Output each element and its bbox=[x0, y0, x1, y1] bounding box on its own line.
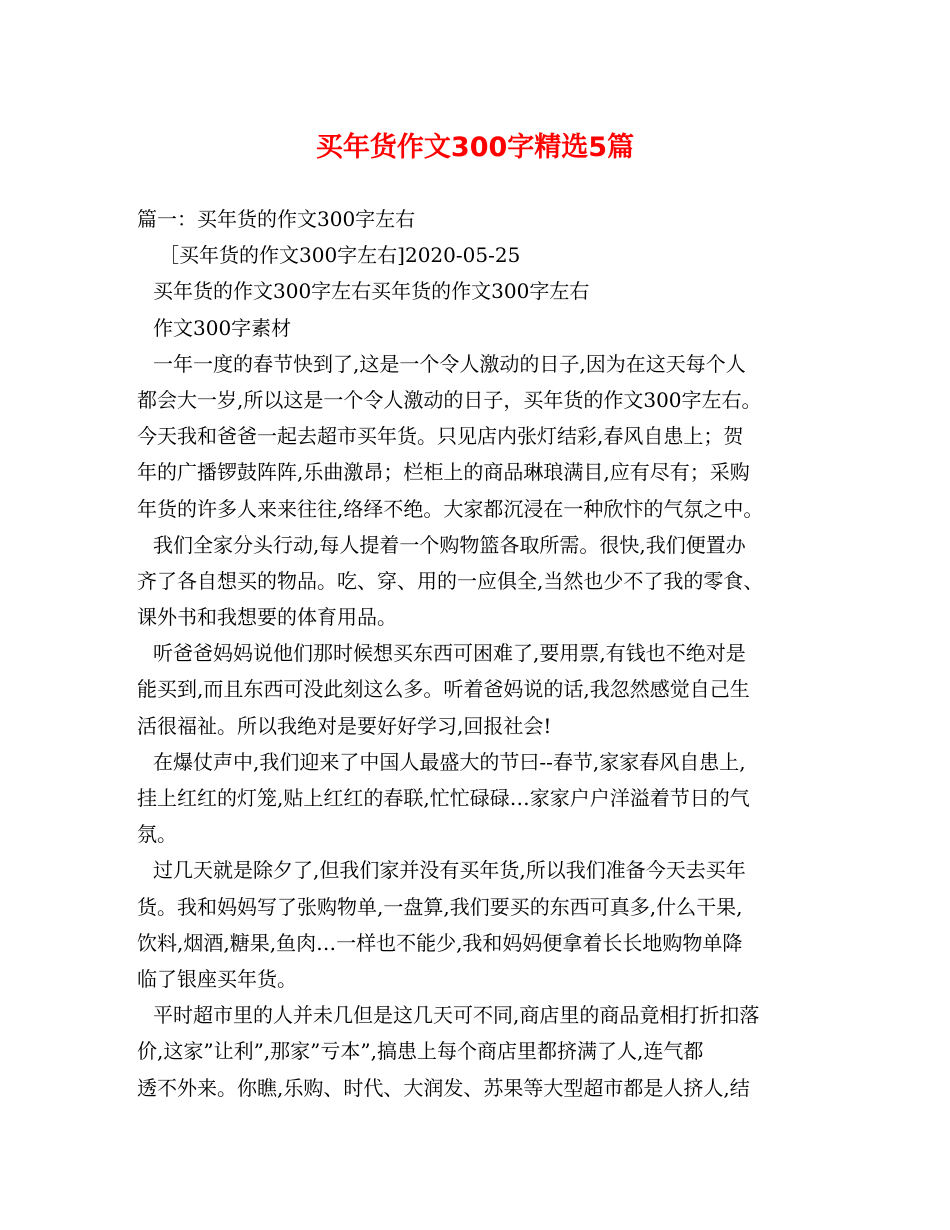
paragraph-line: 挂上红红的灯笼,贴上红红的春联,忙忙碌碌…家家户户洋溢着节日的气 bbox=[137, 786, 750, 810]
paragraph-line: 年货的许多人来来往往,络绎不绝。大家都沉浸在一种欣忭的气氛之中。 bbox=[137, 496, 764, 521]
paragraph-line: 价,这家”让利”,那家”亏本”,搞患上每个商店里都挤满了人,连气都 bbox=[137, 1039, 704, 1064]
paragraph-line: 能买到,而且东西可没此刻这么多。听着爸妈说的话,我忽然感觉自己生 bbox=[137, 677, 750, 702]
paragraph-line: 都会大一岁,所以这是一个令人激动的日子，买年货的作文300字左右。 bbox=[137, 387, 762, 412]
paragraph-line: 听爸爸妈妈说他们那时候想买东西可困难了,要用票,有钱也不绝对是 bbox=[153, 641, 746, 666]
subtitle-line: 买年货的作文300字左右买年货的作文300字左右 bbox=[153, 279, 590, 304]
paragraph-line: 平时超市里的人并未几但是这几天可不同,商店里的商品竟相打折扣落 bbox=[153, 1003, 760, 1028]
paragraph-line: 透不外来。你瞧,乐购、时代、大润发、苏果等大型超市都是人挤人,结 bbox=[137, 1075, 750, 1100]
paragraph-line: 氛。 bbox=[137, 822, 177, 847]
paragraph-line: 饮料,烟酒,糖果,鱼肉…一样也不能少,我和妈妈便拿着长长地购物单降 bbox=[137, 930, 743, 955]
paragraph-line: 临了银座买年货。 bbox=[137, 966, 297, 991]
paragraph-line: 一年一度的春节快到了,这是一个令人激动的日子,因为在这天每个人 bbox=[153, 351, 746, 376]
paragraph-line: 货。我和妈妈写了张购物单,一盘算,我们要买的东西可真多,什么干果, bbox=[137, 894, 743, 919]
paragraph-line: 课外书和我想要的体育用品。 bbox=[137, 605, 397, 630]
subtitle-line: 作文300字素材 bbox=[153, 315, 292, 340]
paragraph-line: 齐了各自想买的物品。吃、穿、用的一应俱全,当然也少不了我的零食、 bbox=[137, 568, 764, 593]
document-title: 买年货作文300字精选5篇 bbox=[315, 132, 635, 163]
section-heading: 篇一：买年货的作文300字左右 bbox=[137, 207, 416, 231]
source-line: ［买年货的作文300字左右]2020-05-25 bbox=[159, 243, 521, 268]
document-body bbox=[137, 201, 827, 1106]
paragraph-line: 我们全家分头行动,每人提着一个购物篮各取所需。很快,我们便置办 bbox=[153, 532, 746, 557]
paragraph-line: 年的广播锣鼓阵阵,乐曲激昂；栏柜上的商品琳琅满目,应有尽有；采购 bbox=[137, 460, 750, 485]
paragraph-line: 过几天就是除夕了,但我们家并没有买年货,所以我们准备今天去买年 bbox=[153, 858, 746, 883]
paragraph-line: 在爆仗声中,我们迎来了中国人最盛大的节曰--春节,家家春风自患上, bbox=[153, 749, 746, 774]
paragraph-line: 活很福祉。所以我绝对是要好好学习,回报社会! bbox=[137, 713, 552, 738]
paragraph-line: 今天我和爸爸一起去超市买年货。只见店内张灯结彩,春风自患上；贺 bbox=[137, 424, 744, 449]
